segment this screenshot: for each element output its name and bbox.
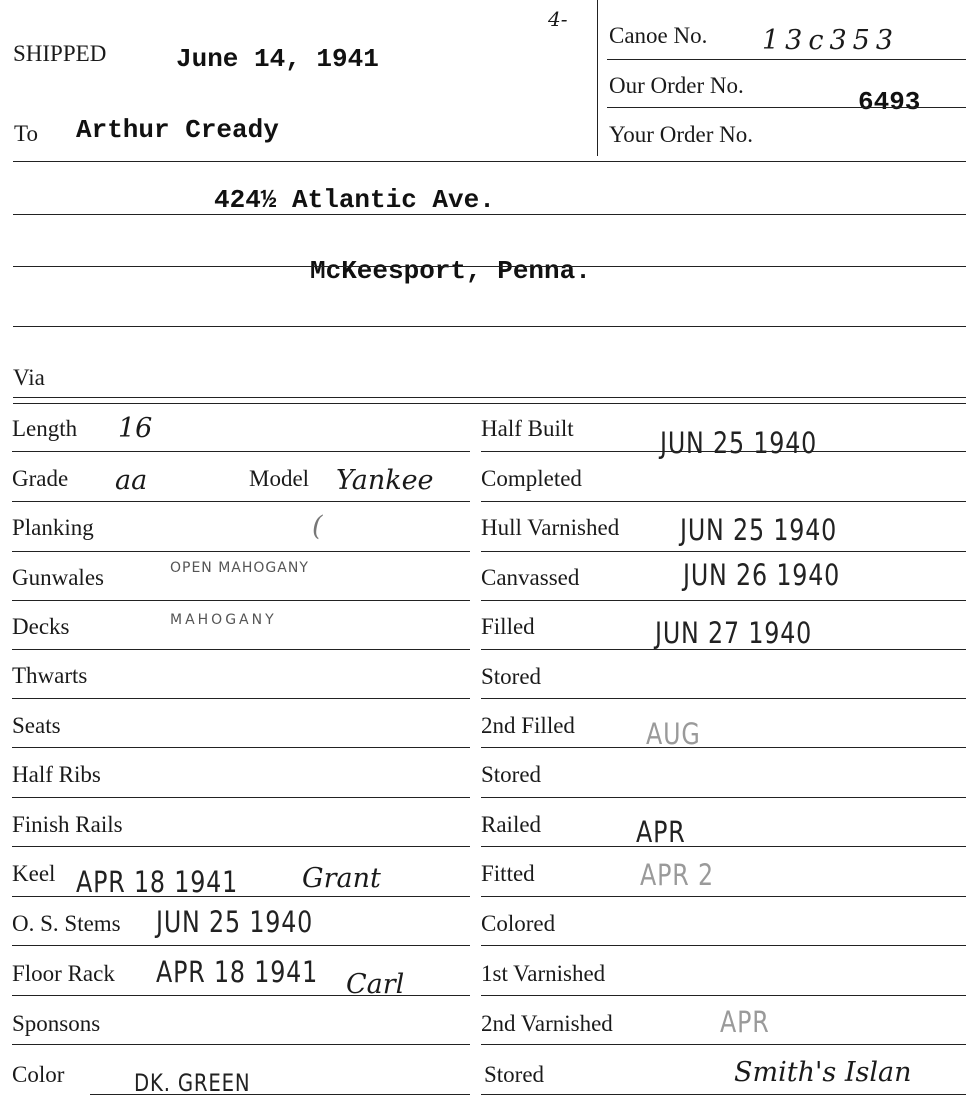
via-label: Via <box>13 365 45 390</box>
row-rule <box>12 797 470 798</box>
our-order-label: Our Order No. <box>609 73 744 98</box>
model-label: Model <box>249 466 310 491</box>
hull-varnished-stamp: JUN 25 1940 <box>680 513 838 547</box>
hull-varnished-label: Hull Varnished <box>481 515 620 540</box>
planking-label: Planking <box>12 515 94 540</box>
row-rule <box>12 945 470 946</box>
address-line-1: 424½ Atlantic Ave. <box>214 185 495 215</box>
os-stems-label: O. S. Stems <box>12 911 121 936</box>
row-rule <box>12 600 470 601</box>
grade-label: Grade <box>12 466 69 491</box>
canoe-no-value: 13c353 <box>762 25 900 56</box>
row-rule <box>12 846 470 847</box>
shipped-label: SHIPPED <box>13 41 107 66</box>
recipient-name: Arthur Cready <box>76 115 279 145</box>
row-rule <box>481 1094 966 1095</box>
half-built-stamp: JUN 25 1940 <box>660 426 818 460</box>
length-value: 16 <box>118 413 153 444</box>
second-filled-stamp: AUG <box>646 717 701 751</box>
row-rule <box>12 451 470 452</box>
row-rule <box>481 846 966 847</box>
row-rule <box>481 896 966 897</box>
gunwales-value: OPEN MAHOGANY <box>170 560 309 576</box>
stored-label-1: Stored <box>481 664 542 689</box>
keel-note: Grant <box>302 863 381 894</box>
second-filled-label: 2nd Filled <box>481 713 575 738</box>
canvassed-stamp: JUN 26 1940 <box>683 558 841 592</box>
model-value: Yankee <box>336 465 434 496</box>
decks-value: MAHOGANY <box>170 612 277 628</box>
your-order-label: Your Order No. <box>609 122 753 147</box>
stored-label-2: Stored <box>481 762 542 787</box>
row-rule <box>90 1094 470 1095</box>
thwarts-label: Thwarts <box>12 663 88 688</box>
grade-value: aa <box>115 465 148 496</box>
canoe-no-label: Canoe No. <box>609 23 708 48</box>
gunwales-label: Gunwales <box>12 565 104 590</box>
finish-rails-label: Finish Rails <box>12 812 123 837</box>
row-rule <box>481 797 966 798</box>
row-rule <box>481 747 966 748</box>
canvassed-label: Canvassed <box>481 565 580 590</box>
seats-label: Seats <box>12 713 61 738</box>
our-order-line <box>607 107 966 108</box>
order-box-border <box>597 0 598 156</box>
half-ribs-label: Half Ribs <box>12 762 101 787</box>
second-varnished-label: 2nd Varnished <box>481 1011 613 1036</box>
row-rule <box>481 600 966 601</box>
filled-label: Filled <box>481 614 535 639</box>
railed-label: Railed <box>481 812 542 837</box>
second-varnished-stamp: APR <box>720 1005 770 1039</box>
row-rule <box>12 896 470 897</box>
header-divider <box>13 161 966 162</box>
decks-label: Decks <box>12 614 70 639</box>
to-label: To <box>14 121 38 146</box>
row-rule <box>12 698 470 699</box>
row-rule <box>481 698 966 699</box>
fitted-stamp: APR 2 <box>640 858 714 892</box>
fitted-label: Fitted <box>481 861 535 886</box>
length-label: Length <box>12 416 78 441</box>
keel-label: Keel <box>12 861 56 886</box>
row-rule <box>481 995 966 996</box>
sponsons-label: Sponsons <box>12 1011 101 1036</box>
planking-value: ( <box>312 511 323 542</box>
our-order-no: 6493 <box>858 87 921 117</box>
stored-label-3: Stored <box>484 1062 545 1087</box>
floor-rack-label: Floor Rack <box>12 961 115 986</box>
via-rule <box>13 397 966 398</box>
address-line-2-rule <box>13 266 966 267</box>
address-line-2: McKeesport, Penna. <box>310 256 591 286</box>
row-rule <box>481 551 966 552</box>
row-rule <box>481 945 966 946</box>
railed-stamp: APR <box>636 815 686 849</box>
colored-label: Colored <box>481 911 556 936</box>
row-rule <box>12 551 470 552</box>
row-rule <box>12 995 470 996</box>
via-rule-double <box>13 403 966 404</box>
corner-mark: 4- <box>548 7 568 31</box>
address-line-3-rule <box>13 326 966 327</box>
address-line-1-rule <box>13 214 966 215</box>
row-rule <box>12 649 470 650</box>
row-rule <box>12 501 470 502</box>
os-stems-stamp: JUN 25 1940 <box>156 905 314 939</box>
row-rule <box>481 451 966 452</box>
floor-rack-note: Carl <box>346 969 405 1000</box>
row-rule <box>12 1044 470 1045</box>
first-varnished-label: 1st Varnished <box>481 961 606 986</box>
row-rule <box>12 747 470 748</box>
shipped-date: June 14, 1941 <box>176 44 379 74</box>
filled-stamp: JUN 27 1940 <box>655 616 813 650</box>
keel-stamp: APR 18 1941 <box>76 865 239 899</box>
color-stamp: DK. GREEN <box>134 1069 251 1097</box>
row-rule <box>481 649 966 650</box>
color-label: Color <box>12 1062 65 1087</box>
stored-note: Smith's Islan <box>734 1057 912 1088</box>
floor-rack-stamp: APR 18 1941 <box>156 955 319 989</box>
canoe-no-line <box>607 59 966 60</box>
half-built-label: Half Built <box>481 416 574 441</box>
row-rule <box>481 1044 966 1045</box>
completed-label: Completed <box>481 466 582 491</box>
row-rule <box>481 501 966 502</box>
